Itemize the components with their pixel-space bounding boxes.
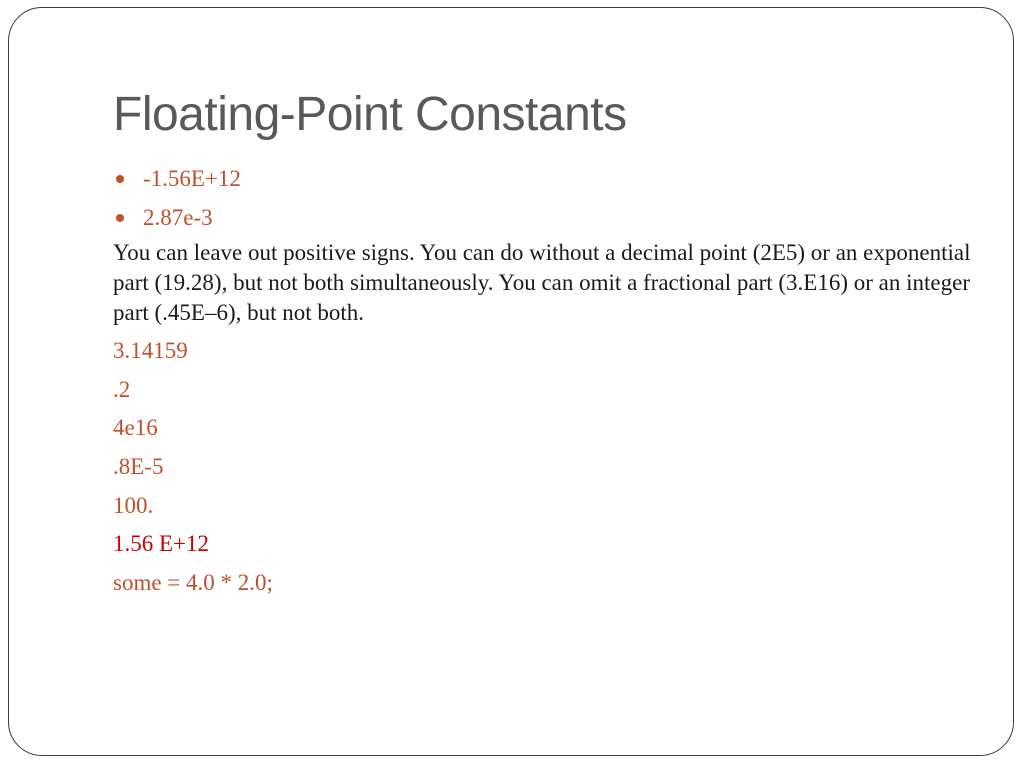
example-constant: 100. [113, 492, 154, 518]
explanation-paragraph: You can leave out positive signs. You can do without a decimal point (2E5) or an exponential part (19.28), but not both simultaneously. You can omit a fractional part (3.E16) or an integer part (.45E–6), but not both. [113, 240, 971, 325]
example-constant: 3.14159 [113, 338, 188, 363]
example-constant: .8E-5 [113, 454, 164, 480]
bullet-item [113, 164, 983, 203]
example-statement: some = 4.0 * 2.0; [113, 570, 273, 596]
bullet-dot-icon [116, 175, 124, 183]
example-constant-invalid: 1.56 E+12 [113, 531, 210, 557]
example-constant: .2 [113, 376, 131, 402]
example-constant: 4e16 [113, 415, 158, 441]
slide-content [113, 164, 983, 607]
slide-title: Floating-Point Constants [113, 88, 627, 141]
bullet-text: -1.56E+12 [143, 166, 241, 191]
bullet-item [113, 203, 983, 242]
bullet-dot-icon [116, 214, 124, 222]
bullet-text: 2.87e-3 [143, 205, 213, 230]
